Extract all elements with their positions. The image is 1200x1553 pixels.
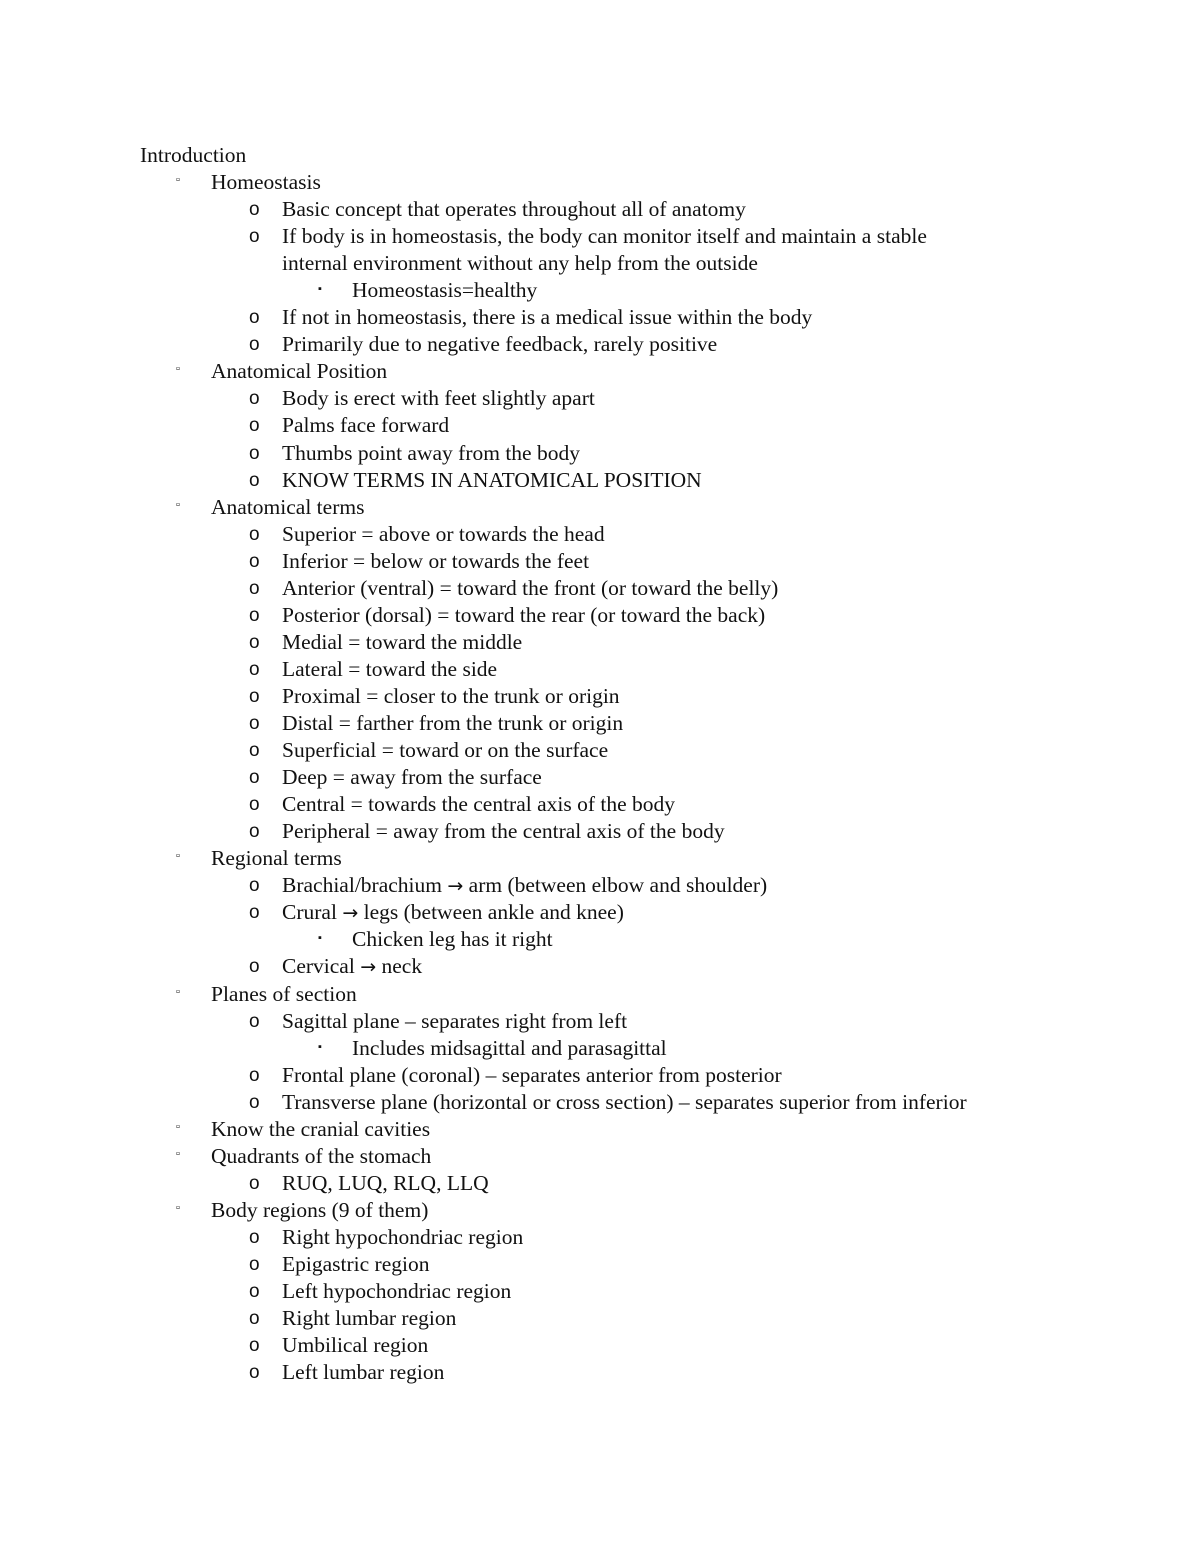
- bullet-marker-icon: o: [249, 902, 260, 924]
- outline-item-text: Body is erect with feet slightly apart: [282, 386, 595, 411]
- outline-item-text: Epigastric region: [282, 1252, 430, 1276]
- outline-item-text: Cervical → neck: [282, 954, 423, 979]
- outline-item: [0, 250, 1200, 277]
- bullet-marker-icon: o: [249, 388, 260, 410]
- outline-item: [0, 521, 1200, 548]
- bullet-marker-icon: o: [249, 415, 260, 437]
- outline-item-text: If body is in homeostasis, the body can monitor itself and maintain a stable: [282, 224, 927, 249]
- bullet-marker-icon: o: [249, 523, 260, 545]
- outline-item: [0, 683, 1200, 710]
- outline-item-text: Brachial/brachium → arm (between elbow and shoulder): [282, 873, 768, 898]
- outline-item-text: Inferior = below or towards the feet: [282, 548, 590, 573]
- outline-item-text: KNOW TERMS IN ANATOMICAL POSITION: [282, 467, 702, 492]
- outline-item-text: Planes of section: [211, 981, 357, 1006]
- outline-item-text: Homeostasis=healthy: [352, 278, 538, 303]
- outline-item: [0, 818, 1200, 845]
- outline-item: [0, 1251, 1200, 1278]
- outline-item-text: Right hypochondriac region: [282, 1224, 524, 1249]
- outline-item: [0, 467, 1200, 494]
- bullet-marker-icon: o: [249, 334, 260, 356]
- bullet-marker-icon: ▫: [176, 498, 180, 511]
- outline-item-text: Umbilical region: [282, 1333, 429, 1358]
- outline-item: [0, 169, 1200, 196]
- outline-item-text: Know the cranial cavities: [211, 1116, 431, 1141]
- arrow-right-icon: →: [360, 956, 377, 979]
- outline-item: [0, 304, 1200, 331]
- outline-item-text: Posterior (dorsal) = toward the rear (or toward the back): [282, 602, 766, 627]
- bullet-marker-icon: o: [249, 1254, 260, 1275]
- bullet-marker-icon: o: [249, 875, 260, 897]
- outline-item-text: Superficial = toward or on the surface: [282, 738, 609, 763]
- outline-item-text: Thumbs point away from the body: [282, 440, 580, 465]
- outline-item: [0, 223, 1200, 250]
- outline-item-text: Medial = toward the middle: [282, 629, 523, 654]
- outline-item-text: Regional terms: [211, 846, 342, 871]
- outline-item: [0, 602, 1200, 629]
- outline-item-text: Homeostasis: [211, 170, 321, 194]
- outline-item-text: Includes midsagittal and parasagittal: [352, 1035, 667, 1060]
- outline-item: [0, 1332, 1200, 1359]
- outline-item: [0, 358, 1200, 385]
- outline-item-text: Basic concept that operates throughout all of anatomy: [282, 197, 746, 222]
- outline-item: [0, 575, 1200, 602]
- bullet-marker-icon: o: [249, 1308, 260, 1330]
- arrow-right-icon: →: [447, 875, 464, 898]
- outline-item: [0, 1008, 1200, 1035]
- outline-item-text: Chicken leg has it right: [352, 927, 553, 952]
- bullet-marker-icon: o: [249, 658, 260, 680]
- bullet-marker-icon: o: [249, 685, 260, 707]
- outline-item-text: Crural → legs (between ankle and knee): [282, 900, 624, 925]
- bullet-marker-icon: o: [249, 1335, 260, 1357]
- outline-item-text: Lateral = toward the side: [282, 656, 498, 681]
- bullet-marker-icon: o: [249, 577, 260, 599]
- outline-item: [0, 440, 1200, 467]
- outline-item: [0, 277, 1200, 304]
- bullet-marker-icon: o: [249, 821, 260, 843]
- outline-item: [0, 385, 1200, 412]
- outline-item: [0, 1143, 1200, 1170]
- outline-item-text: Transverse plane (horizontal or cross section) – separates superior from inferior: [282, 1089, 967, 1114]
- bullet-marker-icon: o: [249, 1064, 260, 1086]
- outline-item-text: Sagittal plane – separates right from left: [282, 1008, 628, 1033]
- outline-item: [0, 953, 1200, 980]
- outline-item: [0, 331, 1200, 358]
- bullet-marker-icon: o: [249, 767, 260, 789]
- outline-item: [0, 737, 1200, 764]
- bullet-marker-icon: ▪: [318, 932, 322, 945]
- bullet-marker-icon: ▫: [176, 1201, 180, 1214]
- bullet-marker-icon: o: [249, 199, 260, 221]
- bullet-marker-icon: o: [249, 1362, 260, 1384]
- outline-item-text: Primarily due to negative feedback, rarely positive: [282, 332, 718, 357]
- outline-item: [0, 656, 1200, 683]
- outline-item: [0, 1305, 1200, 1332]
- bullet-marker-icon: ▪: [318, 1040, 322, 1053]
- outline-item: [0, 1197, 1200, 1224]
- outline-item-text: Central = towards the central axis of the body: [282, 792, 676, 817]
- bullet-marker-icon: ▫: [176, 363, 180, 376]
- bullet-marker-icon: o: [249, 550, 260, 572]
- outline-item: [0, 196, 1200, 223]
- bullet-marker-icon: o: [249, 1281, 260, 1303]
- outline-item: [0, 629, 1200, 656]
- bullet-marker-icon: o: [249, 956, 260, 978]
- bullet-marker-icon: o: [249, 713, 260, 734]
- bullet-marker-icon: o: [249, 1091, 260, 1113]
- outline-item: [0, 1359, 1200, 1386]
- outline-item-text: RUQ, LUQ, RLQ, LLQ: [282, 1170, 489, 1195]
- outline-item-text: Peripheral = away from the central axis of the body: [282, 819, 725, 844]
- bullet-marker-icon: o: [249, 469, 260, 491]
- outline-item: [0, 926, 1200, 953]
- bullet-marker-icon: o: [249, 604, 260, 626]
- bullet-marker-icon: ▪: [318, 283, 322, 296]
- outline-item-text: Proximal = closer to the trunk or origin: [282, 683, 620, 708]
- outline-item-text: Left hypochondriac region: [282, 1279, 512, 1304]
- outline-item: [0, 1062, 1200, 1089]
- outline-item: [0, 764, 1200, 791]
- outline-item-text: Right lumbar region: [282, 1306, 457, 1331]
- outline-item: [0, 710, 1200, 737]
- bullet-marker-icon: o: [249, 794, 260, 816]
- outline-item-text: Palms face forward: [282, 413, 450, 438]
- outline-item-text: Anterior (ventral) = toward the front (or toward the belly): [282, 575, 779, 600]
- outline-item: [0, 1224, 1200, 1251]
- outline-item: [0, 872, 1200, 899]
- outline-item-text: Anatomical terms: [211, 494, 365, 519]
- bullet-marker-icon: o: [249, 631, 260, 653]
- outline-item-text: Anatomical Position: [211, 359, 388, 384]
- outline-item: [0, 1278, 1200, 1305]
- outline-item-text: Body regions (9 of them): [211, 1197, 429, 1222]
- bullet-marker-icon: o: [249, 1010, 260, 1032]
- outline-item: [0, 494, 1200, 521]
- outline-item: [0, 1170, 1200, 1197]
- outline-item: [0, 1035, 1200, 1062]
- bullet-marker-icon: ▫: [176, 174, 180, 186]
- outline-item: [0, 791, 1200, 818]
- outline-item-text: If not in homeostasis, there is a medical issue within the body: [282, 305, 813, 330]
- bullet-marker-icon: ▫: [176, 850, 180, 863]
- bullet-marker-icon: ▫: [176, 985, 180, 998]
- arrow-right-icon: →: [342, 902, 359, 925]
- bullet-marker-icon: o: [249, 442, 260, 464]
- bullet-marker-icon: ▫: [176, 1120, 180, 1133]
- bullet-marker-icon: o: [249, 226, 260, 248]
- outline-item-text: Quadrants of the stomach: [211, 1143, 432, 1168]
- outline-item-text: Frontal plane (coronal) – separates anterior from posterior: [282, 1062, 782, 1087]
- outline-item: [0, 1116, 1200, 1143]
- outline-item-text: internal environment without any help from the outside: [282, 251, 758, 276]
- bullet-marker-icon: o: [249, 1226, 260, 1248]
- outline-item-text: Distal = farther from the trunk or origin: [282, 711, 624, 735]
- bullet-marker-icon: o: [249, 740, 260, 762]
- outline-item: [0, 548, 1200, 575]
- outline-item: [0, 899, 1200, 926]
- bullet-marker-icon: o: [249, 307, 260, 329]
- document-title: Introduction: [140, 143, 247, 167]
- bullet-marker-icon: ▫: [176, 1147, 180, 1160]
- outline-item: [0, 1089, 1200, 1116]
- outline-item-text: Superior = above or towards the head: [282, 521, 605, 546]
- outline-item: [0, 981, 1200, 1008]
- outline-item-text: Deep = away from the surface: [282, 765, 542, 790]
- outline-item: [0, 412, 1200, 439]
- bullet-marker-icon: o: [249, 1172, 260, 1194]
- outline-item-text: Left lumbar region: [282, 1360, 445, 1385]
- outline-item: [0, 845, 1200, 872]
